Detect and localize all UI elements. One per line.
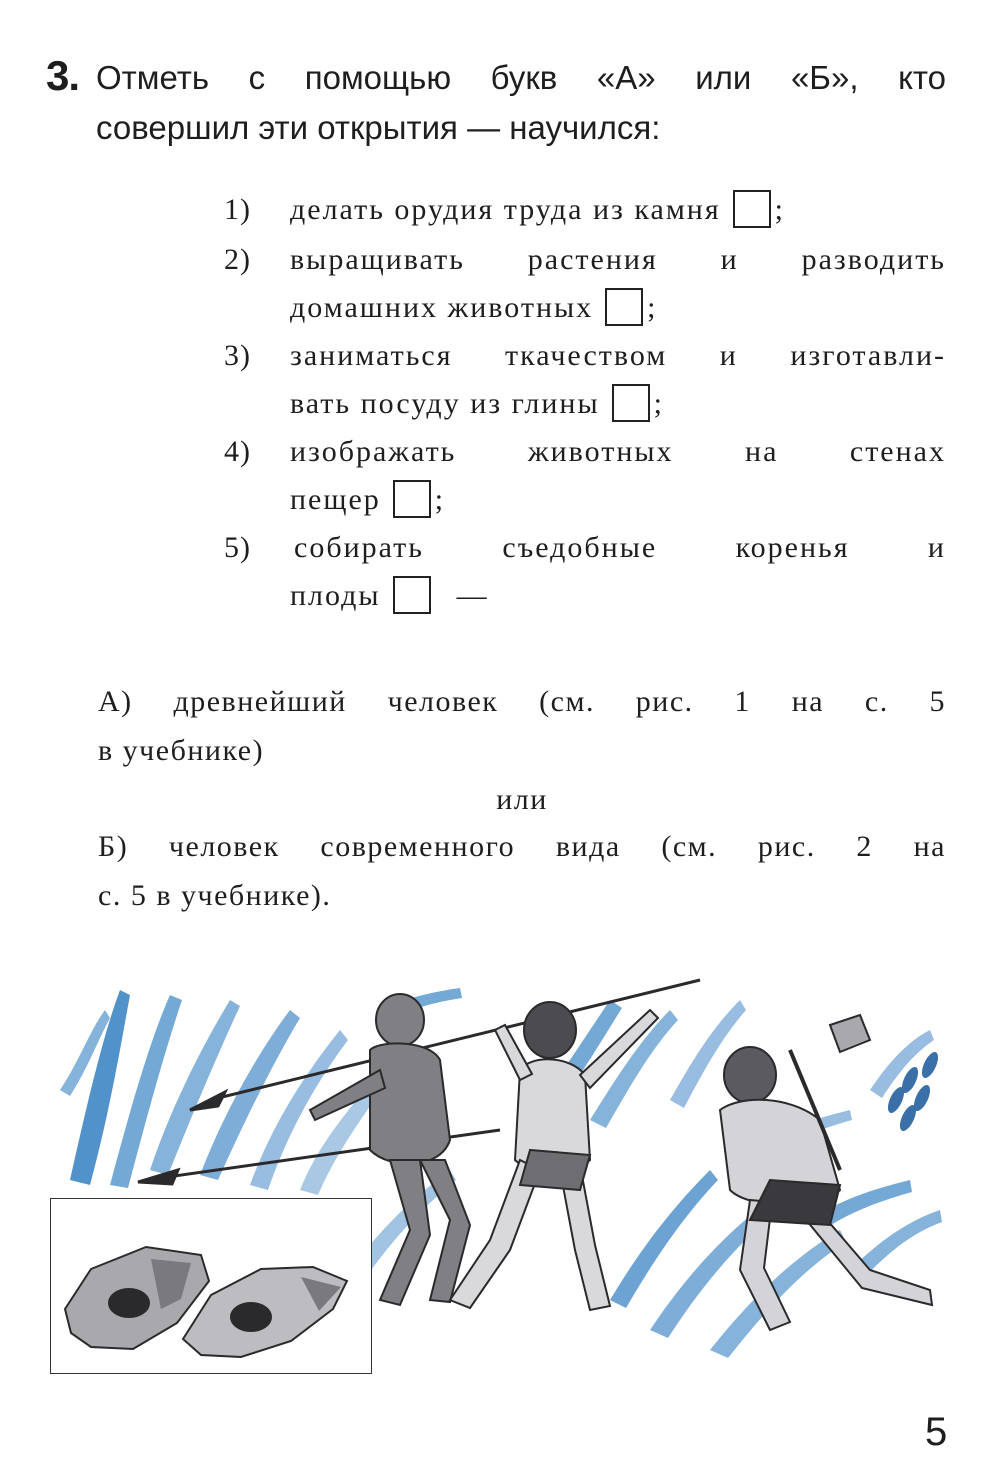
option-b-line-1: Б) человек современного вида (см. рис. 2 на (98, 830, 946, 863)
task-question-line-2: совершил эти открытия — научился: (96, 109, 661, 146)
list-item-1 (290, 190, 946, 231)
item-3-suffix: ; (653, 387, 664, 420)
list-item-4 (290, 480, 946, 521)
item-5-text-line-1: собирать съедобные коренья и (294, 531, 946, 564)
item-1-text: делать орудия труда из камня (290, 193, 721, 226)
option-b-line-2: с. 5 в учебнике). (98, 879, 332, 912)
option-a-line-2: в учебнике) (98, 734, 265, 767)
page-number: 5 (925, 1410, 948, 1454)
item-number-1: 1) (224, 193, 251, 226)
task-question-line-1: Отметь с помощью букв «А» или «Б», кто (96, 59, 946, 96)
stone-tools-inset (50, 1198, 372, 1374)
item-number-2: 2) (224, 243, 251, 276)
item-3-text-line-1: заниматься ткачеством и изготавли- (290, 339, 946, 372)
answer-box-1[interactable] (733, 190, 771, 228)
item-5-suffix: — (456, 579, 489, 612)
item-number-3: 3) (224, 339, 251, 372)
answer-box-2[interactable] (605, 288, 643, 326)
task-number: 3. (46, 52, 80, 99)
stone-tools-drawing (51, 1199, 371, 1373)
item-4-text-line-2: пещер (290, 483, 381, 516)
item-2-text-line-1: выращивать растения и разводить (290, 243, 946, 276)
item-number-5: 5) (224, 531, 251, 564)
hunter-middle (450, 1002, 658, 1310)
list-item-3 (290, 384, 946, 425)
item-5-text-line-2: плоды (290, 579, 381, 612)
option-a-line-1: А) древнейший человек (см. рис. 1 на с. 5 (98, 685, 946, 718)
item-1-suffix: ; (774, 193, 786, 226)
answer-box-4[interactable] (393, 480, 431, 518)
answer-box-5[interactable] (393, 576, 431, 614)
item-number-4: 4) (224, 435, 251, 468)
item-2-text-line-2: домашних животных (290, 291, 594, 324)
item-3-text-line-2: вать посуду из глины (290, 387, 600, 420)
item-2-suffix: ; (647, 291, 658, 324)
option-or: или (496, 783, 548, 816)
item-4-suffix: ; (434, 483, 446, 516)
answer-box-3[interactable] (612, 384, 650, 422)
item-4-text-line-1: изображать животных на стенах (290, 435, 946, 468)
list-item-5 (290, 576, 946, 617)
list-item-2 (290, 288, 946, 329)
